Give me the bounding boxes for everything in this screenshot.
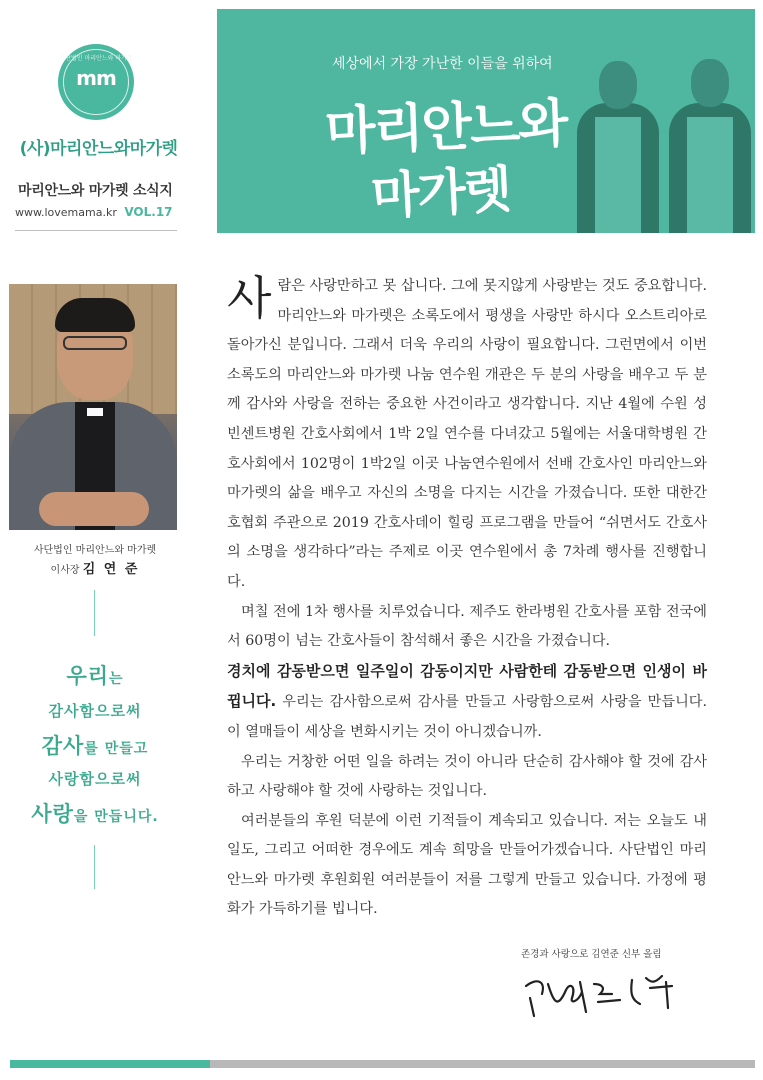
nurse-illustration bbox=[577, 57, 659, 233]
org-logo bbox=[58, 44, 134, 120]
url-row bbox=[15, 205, 173, 219]
logo-arc-text: 사단법인 마리안느와 마가렛 bbox=[59, 55, 133, 62]
header-banner bbox=[217, 9, 755, 233]
closing-caption: 존경과 사랑으로 김연준 신부 올림 bbox=[521, 949, 662, 960]
highlight-sentence: 경치에 감동받으면 일주일이 감동이지만 사람한테 감동받으면 인생이 바뀝니다. bbox=[227, 661, 707, 711]
letter-paragraph: 경치에 감동받으면 일주일이 감동이지만 사람한테 감동받으면 인생이 바뀝니다. 우리는 감사함으로써 감사를 만들고 사랑함으로써 사랑을 만듭니다. 이 열매들이 세상을 변화시키는 것이 아니겠습니까. bbox=[227, 661, 707, 740]
footer-bar bbox=[210, 1060, 755, 1068]
org-name: (사)마리안느와마가렛 bbox=[19, 139, 178, 159]
drop-cap: 사 bbox=[227, 271, 272, 325]
banner-title-line2: 마가렛 bbox=[369, 160, 512, 226]
banner-subtitle: 세상에서 가장 가난한 이들을 위하여 bbox=[332, 56, 553, 72]
quote-line-2: 감사함으로써 bbox=[48, 702, 142, 720]
letter-paragraph: 여러분들의 후원 덕분에 이런 기적들이 계속되고 있습니다. 저는 오늘도 내일도, 그리고 어떠한 경우에도 계속 희망을 만들어가겠습니다. 사단법인 마리안느와 마가렛 후원회원 여러분들이 저를 그렇게 만들고 있습니다. 가정에 평화가 가득하기를 빕니다. bbox=[227, 812, 707, 918]
volume-label: VOL.17 bbox=[124, 205, 173, 219]
website-link[interactable]: www.lovemama.kr bbox=[15, 206, 117, 219]
quote-line-1: 우리는 bbox=[66, 664, 124, 688]
caption-role: 이사장 bbox=[50, 565, 80, 576]
letter-body bbox=[227, 272, 707, 925]
quote-line-4: 사랑함으로써 bbox=[48, 770, 142, 788]
divider bbox=[15, 230, 177, 231]
letter-paragraph: 우리는 거창한 어떤 일을 하려는 것이 아니라 단순히 감사해야 할 것에 감사하고 사랑해야 할 것에 사랑하는 것입니다. bbox=[227, 753, 707, 800]
nurse-illustration bbox=[669, 53, 751, 233]
handwritten-signature bbox=[520, 964, 680, 1020]
newsletter-title: 마리안느와 마가렛 소식지 bbox=[18, 183, 173, 199]
logo-mark-text: mm bbox=[76, 66, 116, 90]
chairman-photo bbox=[9, 284, 177, 530]
banner-title-line1: 마리안느와 bbox=[324, 93, 568, 163]
quote-line-3: 감사를 만들고 bbox=[41, 734, 149, 758]
caption-person-name: 김 연 준 bbox=[82, 562, 140, 577]
letter-paragraph: 며칠 전에 1차 행사를 치루었습니다. 제주도 한라병원 간호사를 포함 전국에서 60명이 넘는 간호사들이 참석해서 좋은 시간을 가졌습니다. bbox=[227, 603, 707, 650]
letter-paragraph: 사람은 사랑만하고 못 삽니다. 그에 못지않게 사랑받는 것도 중요합니다. 마리안느와 마가렛은 소록도에서 평생을 사랑만 하시다 오스트리아로 돌아가신 분입니다. 그래서 더욱 우리의 사랑이 필요합니다. 그런면에서 이번 소록도의 마리안느와 마가렛 나눔 연수원 개관은 두 분의 사랑을 배우고 두 분께 감사와 사랑을 전하는 중요한 사건이라고 생각합니다. 지난 4월에 수원 성빈센트병원 간호사회에서 1박 2일 연수를 다녀갔고 5월에는 서울대학병원 간호사회에서 102명이 1박2일 이곳 나눔연수원에서 선배 간호사인 마리안느와 마가렛의 삶을 배우고 자신의 소명을 다지는 시간을 가졌습니다. 또한 대한간호협회 주관으로 2019 간호사데이 힐링 프로그램을 만들어 “쉬면서도 간호사의 소명을 생각하다”라는 주제로 이곳 연수원에서 총 7차례 행사를 진행합니다. bbox=[227, 271, 707, 590]
divider bbox=[94, 845, 95, 889]
footer-bar-accent bbox=[10, 1060, 210, 1068]
quote-line-5: 사랑을 만듭니다. bbox=[31, 802, 159, 826]
photo-caption-org: 사단법인 마리안느와 마가렛 bbox=[33, 545, 157, 556]
divider bbox=[94, 590, 95, 636]
photo-caption-name bbox=[0, 558, 190, 577]
